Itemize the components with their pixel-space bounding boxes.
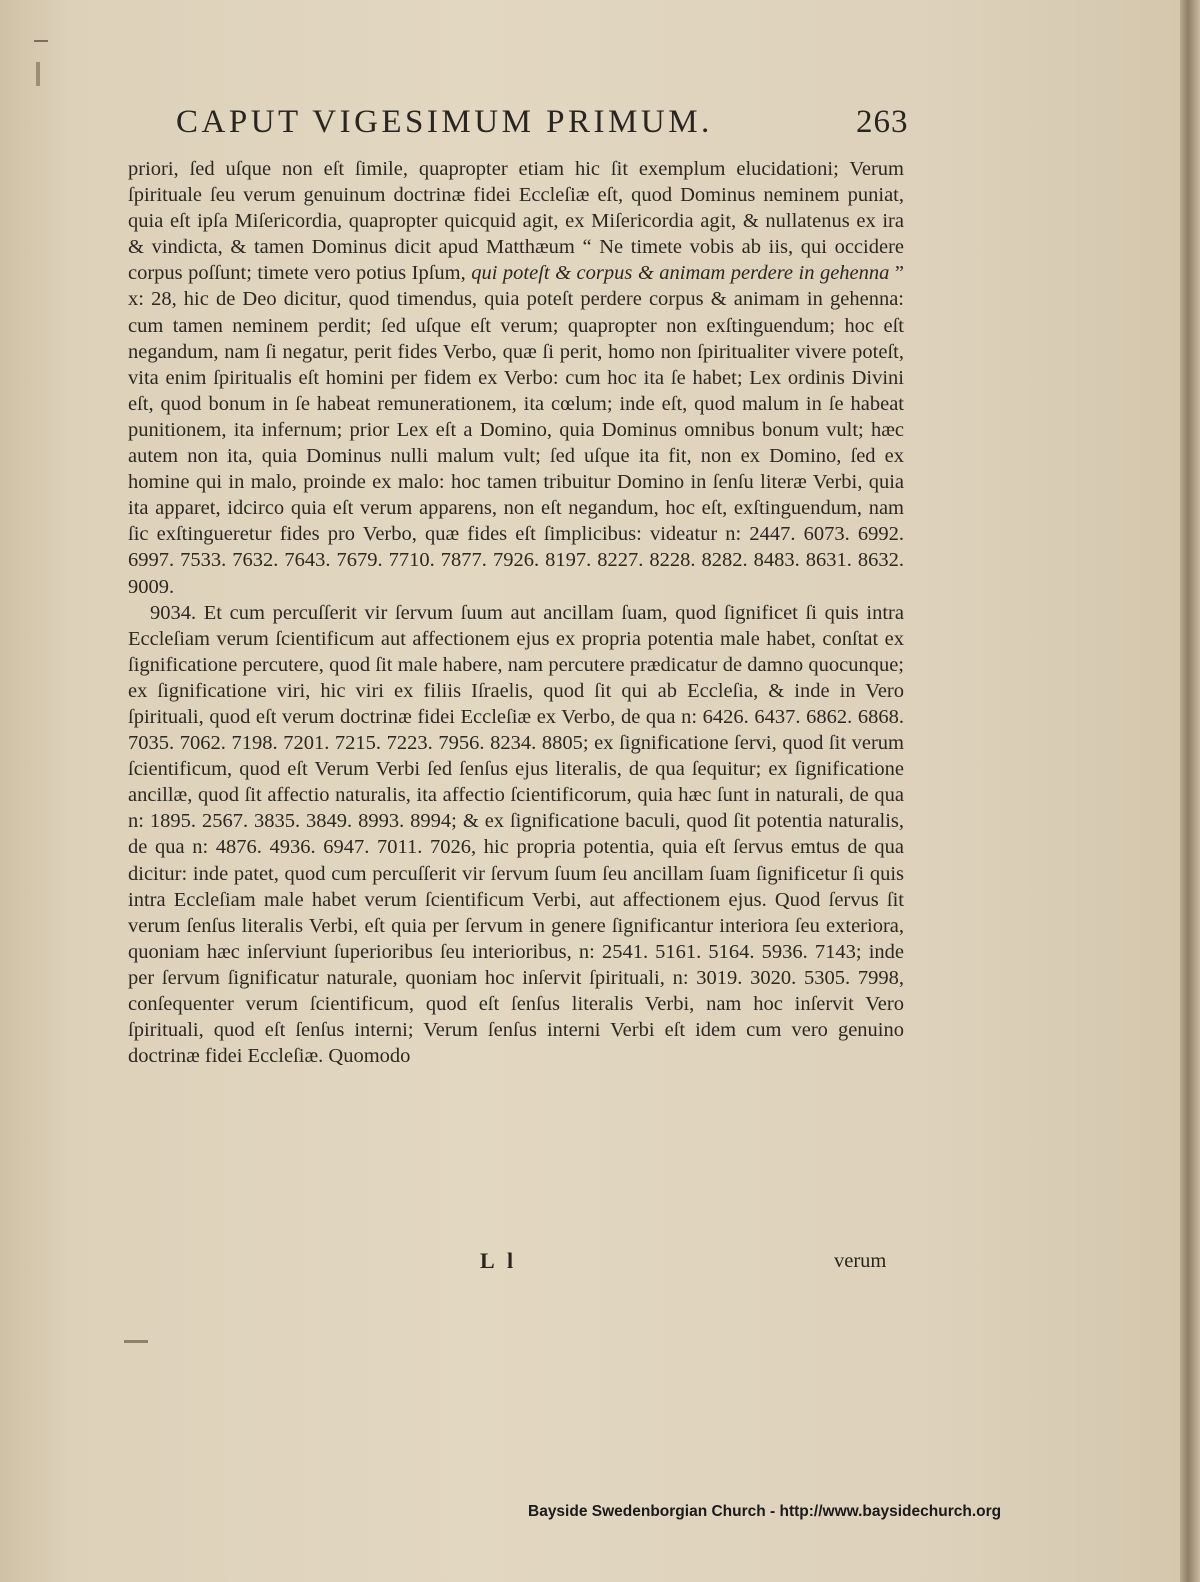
paragraph bbox=[128, 156, 904, 600]
signature-mark: L l bbox=[480, 1248, 518, 1273]
page-number: 263 bbox=[856, 104, 909, 140]
paragraph-text: ” x: 28, hic de Deo dicitur, quod timendus, quia poteſt perdere corpus & animam in gehenna: cum tamen neminem perdit; ſed uſque eſt verum; quapropter non exſtinguendum; hoc eſt negandum, nam ſi negatur, perit fides Verbo, quæ ſi perit, homo non ſpiritualiter vivere poteſt, vita enim ſpiritualis eſt homini per fidem ex Verbo: cum hoc ita ſe habet; Lex ordinis Divini eſt, quod bonum in ſe habeat remunerationem, ita cœlum; inde eſt, quod malum in ſe habeat punitionem, ita infernum; prior Lex eſt a Domino, quia Dominus omnibus bonum vult; hæc autem non ita, quia Dominus nulli malum vult; ſed uſque ita fit, non ex Domino, ſed ex homine qui in malo, proinde ex malo: hoc tamen tribuitur Domino in ſenſu literæ Verbi, quia ita apparet, idcirco quia eſt verum apparens, non eſt negandum, hoc eſt, exſtinguendum, nam ſic exſtingueretur fides pro Verbo, quæ fides eſt ſimplicibus: videatur n: 2447. 6073. 6992. 6997. 7533. 7632. 7643. 7679. 7710. 7877. 7926. 8197. 8227. 8228. 8282. 8483. 8631. 8632. 9009. bbox=[128, 262, 904, 598]
margin-mark bbox=[34, 40, 48, 42]
paragraph-9034: 9034. Et cum percuſſerit vir ſervum ſuum aut ancillam ſuam, quod ſignificet ſi quis intra Eccleſiam verum ſcientificum aut affectionem ejus ex propria potentia male habet, conſtat ex ſignificatione percutere, quod ſit male habere, nam percutere prædicatur de damno quocunque; ex ſignificatione viri, hic viri ex filiis Iſraelis, quod ſit qui ab Eccleſia, & inde in Vero ſpirituali, quod eſt verum doctrinæ fidei Eccleſiæ ex Verbo, de qua n: 6426. 6437. 6862. 6868. 7035. 7062. 7198. 7201. 7215. 7223. 7956. 8234. 8805; ex ſignificatione ſervi, quod ſit verum ſcientificum, quod eſt Verum Verbi ſed ſenſus ejus literalis, de qua ſequitur; ex ſignificatione ancillæ, quod ſit affectio naturalis, ita affectio ſcientificorum, quia hæc ſunt in naturali, de qua n: 1895. 2567. 3835. 3849. 8993. 8994; & ex ſignificatione baculi, quod ſit potentia naturalis, de qua n: 4876. 4936. 6947. 7011. 7026, hic propria potentia, quia eſt ſervus emtus de qua dicitur: inde patet, quod cum percuſſerit vir ſervum ſuum ſeu ancillam ſuam ſignificetur ſi quis intra Eccleſiam male habet verum ſcientificum Verbi, aut affectionem ejus. Quod ſervus ſit verum ſenſus literalis Verbi, eſt quia per ſervum in genere ſignificantur interiora ſeu exteriora, quoniam hæc inſerviunt ſuperioribus ſeu interioribus, n: 2541. 5161. 5164. 5936. 7143; inde per ſervum ſignificatur naturale, quoniam hoc inſervit ſpirituali, n: 3019. 3020. 5305. 7998, conſequenter verum ſcientificum, quod eſt ſenſus literalis Verbi, nam hoc inſervit Vero ſpirituali, quod eſt ſenſus interni; Verum ſenſus interni Verbi eſt idem cum vero genuino doctrinæ fidei Eccleſiæ. Quomodo bbox=[128, 601, 904, 1068]
page-edge bbox=[1180, 0, 1200, 1582]
ink-mark bbox=[124, 1340, 148, 1343]
running-header bbox=[176, 104, 916, 148]
catchword: verum bbox=[834, 1250, 887, 1272]
source-credit: Bayside Swedenborgian Church - http://www.baysidechurch.org bbox=[528, 1503, 1002, 1520]
margin-mark bbox=[36, 62, 40, 86]
page-body bbox=[128, 156, 904, 1069]
paragraph-text: priori, ſed uſque non eſt ſimile, quapropter etiam hic ſit exemplum elucidationi; Verum ſpirituale ſeu verum genuinum doctrinæ fidei Eccleſiæ eſt, quod Dominus neminem puniat, quia eſt ipſa Miſericordia, quapropter quicquid agit, ex Miſericordia agit, & nullatenus ex ira & vindicta, & tamen Dominus dicit apud Matthæum “ Ne timete vobis ab iis, qui occidere corpus poſſunt; timete vero potius Ipſum, bbox=[128, 158, 904, 285]
page-title: CAPUT VIGESIMUM PRIMUM. bbox=[176, 104, 713, 140]
italic-quote: qui poteſt & corpus & animam perdere in gehenna bbox=[471, 262, 890, 285]
